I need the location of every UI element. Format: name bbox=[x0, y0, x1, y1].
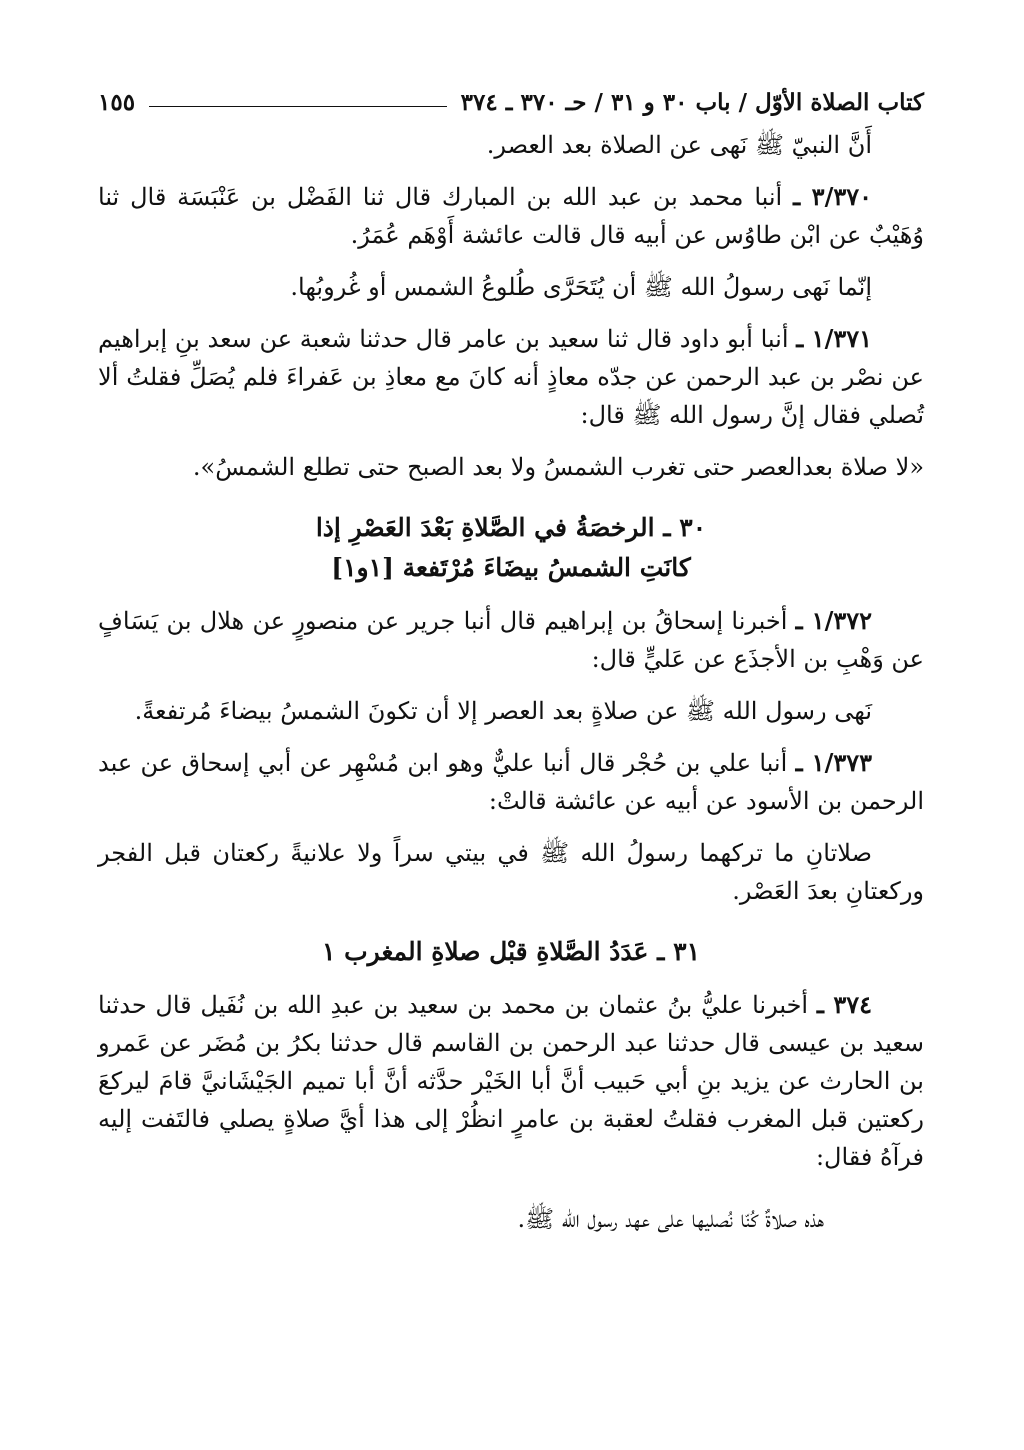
page-number: ١٥٥ bbox=[98, 89, 136, 116]
hadith-373-isnad bbox=[98, 744, 924, 820]
hadith-372-matn: نَهى رسول الله ﷺ عن صلاةٍ بعد العصر إلا أن تكونَ الشمسُ بيضاءَ مُرتفعةً. bbox=[134, 697, 872, 725]
isnad-text: أخبرنا عليُّ بنُ عثمان بن محمد بن سعيد بن عبدِ الله بن نُفَيل قال حدثنا سعيد بن عيسى قال حدثنا عبد الرحمن بن القاسم قال حدثنا بكرُ بن مُضَر عن عَمرو بن الحارث عن يزيد بنِ أبي حَبيب أنَّ أبا الخَيْر حدَّثه أنَّ أبا تميم الجَيْشَانيَّ قامَ ليركعَ ركعتين قبل المغرب فقلتُ لعقبة بن عامرٍ انظُرْ إلى هذا أيَّ صلاةٍ يصلي فالتَفت إليه فرآهُ فقال: bbox=[98, 991, 924, 1171]
hadith-371-isnad bbox=[98, 320, 924, 434]
hadith-number: ٣٧٤ ـ bbox=[816, 990, 872, 1019]
isnad-text: أخبرنا إسحاقُ بن إبراهيم قال أنبا جرير عن منصورٍ عن هلال بن يَسَافٍ عن وَهْبِ بن الأجذَع عن عَليٍّ قال: bbox=[98, 607, 924, 673]
hadith-369-ending: أَنَّ النبيّ ﷺ نَهى عن الصلاة بعد العصر. bbox=[486, 131, 872, 159]
hadith-number: ٣/٣٧٠ ـ bbox=[793, 182, 872, 211]
hadith-373-matn: صلاتانِ ما تركهما رسولُ الله ﷺ في بيتي سراً ولا علانيةً ركعتان قبل الفجر وركعتانِ بعدَ العَصْر. bbox=[98, 839, 924, 905]
hadith-374-isnad bbox=[98, 986, 924, 1176]
chapter-30-heading bbox=[98, 508, 924, 588]
hadith-number: ١/٣٧٢ ـ bbox=[795, 606, 872, 635]
running-header bbox=[98, 76, 924, 116]
hadith-number: ١/٣٧٣ ـ bbox=[795, 748, 872, 777]
hadith-370-isnad bbox=[98, 178, 924, 254]
hadith-number: ١/٣٧١ ـ bbox=[796, 324, 872, 353]
chapter-30-heading-line-2: كانَتِ الشمسُ بيضَاءَ مُرْتَفعة [١و١] bbox=[331, 553, 691, 582]
hadith-372-isnad bbox=[98, 602, 924, 678]
isnad-text: أنبا أبو داود قال ثنا سعيد بن عامر قال حدثنا شعبة عن سعد بنِ إبراهيم عن نصْر بن عبد الرحمن عن جدّه معاذٍ أنه كانَ مع معاذِ بن عَفراءَ فلم يُصَلِّ فقلتُ ألا تُصلي فقال إنَّ رسول الله ﷺ قال: bbox=[98, 325, 924, 429]
header-rule bbox=[149, 106, 447, 107]
page bbox=[98, 76, 924, 1262]
header-title: كتاب الصلاة الأوّل / باب ٣٠ و ٣١ / حـ ٣٧٠ ـ ٣٧٤ bbox=[460, 89, 924, 116]
chapter-31-heading bbox=[98, 932, 924, 972]
hadith-370-matn: إنّما نَهى رسولُ الله ﷺ أن يُتَحَرَّى طُلوعُ الشمس أو غُروبُها. bbox=[290, 273, 872, 301]
hadith-371-matn: «لا صلاة بعدالعصر حتى تغرب الشمسُ ولا بعد الصبح حتى تطلع الشمسُ». bbox=[192, 453, 924, 481]
isnad-text: أنبا محمد بن عبد الله بن المبارك قال ثنا الفَضْل بن عَنْبَسَة قال ثنا وُهَيْبٌ عن ابْن طاوُس عن أبيه قال قالت عائشة أَوْهَم عُمَرُ. bbox=[98, 183, 924, 249]
hadith-374-matn: هذه صلاةٌ كُنّا نُصليها على عهد رسول الله ﷺ. bbox=[517, 1205, 824, 1233]
isnad-text: أنبا علي بن حُجْر قال أنبا عليٌّ وهو ابن مُسْهِر عن أبي إسحاق عن عبد الرحمن بن الأسود عن أبيه عن عائشة قالتْ: bbox=[98, 749, 924, 815]
chapter-31-heading-line: ٣١ ـ عَدَدُ الصَّلاةِ قبْل صلاةِ المغرب ١ bbox=[321, 937, 701, 966]
chapter-30-heading-line-1: ٣٠ ـ الرخصَةُ في الصَّلاةِ بَعْدَ العَصْرِ إذا bbox=[315, 513, 707, 542]
